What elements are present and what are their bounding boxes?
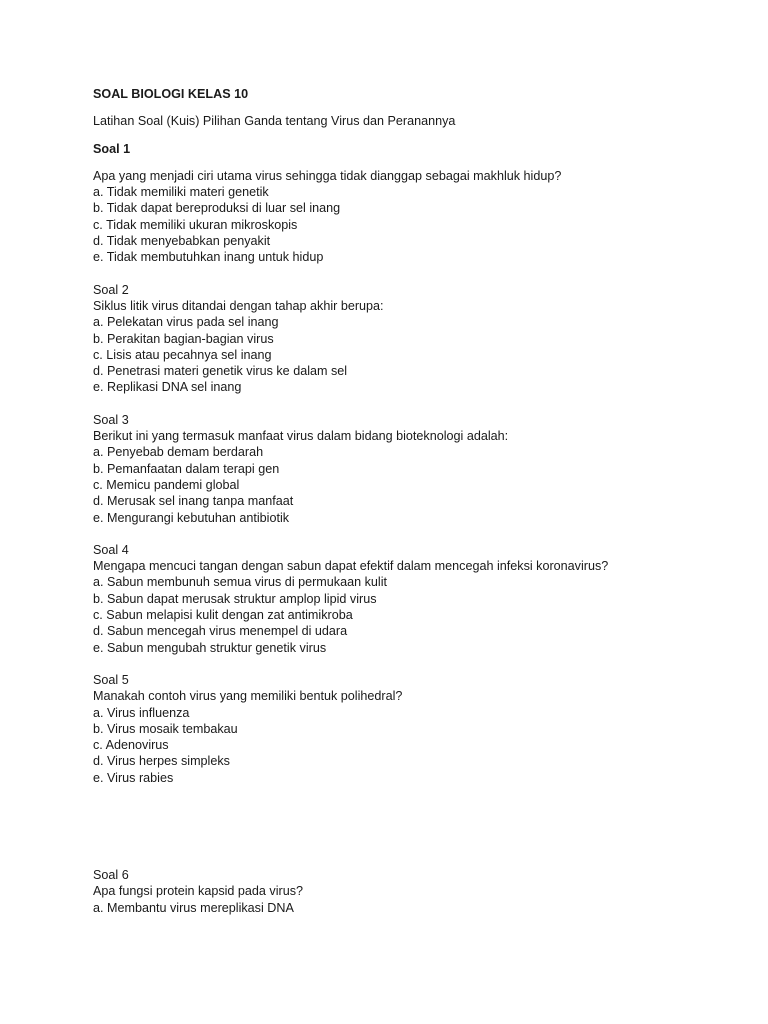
question-heading: Soal 4 xyxy=(93,542,129,557)
answer-option: d. Tidak menyebabkan penyakit xyxy=(93,234,271,249)
answer-option: b. Virus mosaik tembakau xyxy=(93,721,238,736)
answer-option: e. Mengurangi kebutuhan antibiotik xyxy=(93,510,290,525)
answer-option: d. Merusak sel inang tanpa manfaat xyxy=(93,494,294,509)
document-title: SOAL BIOLOGI KELAS 10 xyxy=(93,87,249,101)
question-text: Apa fungsi protein kapsid pada virus? xyxy=(93,884,304,899)
question-text: Berikut ini yang termasuk manfaat virus dalam bidang bioteknologi adalah: xyxy=(93,429,509,444)
answer-option: a. Tidak memiliki materi genetik xyxy=(93,185,269,200)
document-body xyxy=(93,86,713,916)
answer-option: d. Penetrasi materi genetik virus ke dalam sel xyxy=(93,364,348,379)
question-text: Mengapa mencuci tangan dengan sabun dapat efektif dalam mencegah infeksi koronavirus? xyxy=(93,559,609,574)
answer-option: b. Sabun dapat merusak struktur amplop lipid virus xyxy=(93,591,377,606)
answer-option: d. Virus herpes simpleks xyxy=(93,754,230,769)
question-heading: Soal 6 xyxy=(93,867,129,882)
answer-option: e. Virus rabies xyxy=(93,770,174,785)
question-block-2 xyxy=(93,282,713,396)
answer-option: b. Perakitan bagian-bagian virus xyxy=(93,331,274,346)
answer-option: c. Sabun melapisi kulit dengan zat antimikroba xyxy=(93,608,353,623)
answer-option: e. Replikasi DNA sel inang xyxy=(93,380,242,395)
question-text: Manakah contoh virus yang memiliki bentuk polihedral? xyxy=(93,689,403,704)
question-block-3 xyxy=(93,412,713,526)
question-text: Siklus litik virus ditandai dengan tahap akhir berupa: xyxy=(93,298,384,313)
answer-option: c. Tidak memiliki ukuran mikroskopis xyxy=(93,217,298,232)
answer-option: a. Pelekatan virus pada sel inang xyxy=(93,315,279,330)
question-block-1 xyxy=(93,141,713,266)
answer-option: c. Lisis atau pecahnya sel inang xyxy=(93,347,272,362)
question-block-5 xyxy=(93,672,713,786)
question-heading: Soal 3 xyxy=(93,412,129,427)
answer-option: e. Tidak membutuhkan inang untuk hidup xyxy=(93,250,324,265)
question-heading: Soal 2 xyxy=(93,282,129,297)
answer-option: d. Sabun mencegah virus menempel di udara xyxy=(93,624,348,639)
answer-option: a. Sabun membunuh semua virus di permukaan kulit xyxy=(93,575,388,590)
question-block-4 xyxy=(93,542,713,656)
answer-option: c. Memicu pandemi global xyxy=(93,477,240,492)
question-block-6 xyxy=(93,867,713,916)
answer-option: c. Adenovirus xyxy=(93,738,169,753)
answer-option: a. Virus influenza xyxy=(93,705,190,720)
question-heading: Soal 5 xyxy=(93,672,129,687)
answer-option: b. Tidak dapat bereproduksi di luar sel inang xyxy=(93,201,341,216)
answer-option: b. Pemanfaatan dalam terapi gen xyxy=(93,461,280,476)
question-text: Apa yang menjadi ciri utama virus sehingga tidak dianggap sebagai makhluk hidup? xyxy=(93,168,562,183)
question-list xyxy=(93,141,713,916)
document-subtitle: Latihan Soal (Kuis) Pilihan Ganda tentang Virus dan Peranannya xyxy=(93,114,456,129)
answer-option: e. Sabun mengubah struktur genetik virus xyxy=(93,640,327,655)
question-heading: Soal 1 xyxy=(93,141,131,156)
answer-option: a. Penyebab demam berdarah xyxy=(93,445,264,460)
answer-option: a. Membantu virus mereplikasi DNA xyxy=(93,900,294,915)
